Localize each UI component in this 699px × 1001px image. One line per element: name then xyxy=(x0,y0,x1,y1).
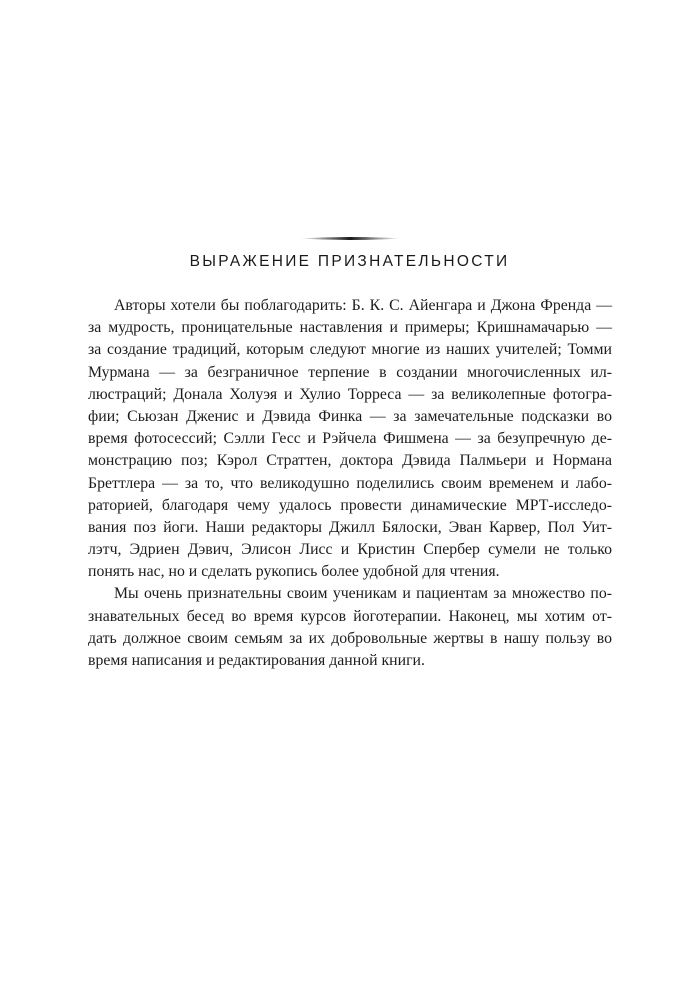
acknowledgements-body xyxy=(88,295,612,672)
text-line: время фотосессий; Сэлли Гесс и Рэйчела Фишмена — за безупречную де- xyxy=(88,430,612,448)
paragraph-2 xyxy=(88,583,612,672)
page-heading: ВЫРАЖЕНИЕ ПРИЗНАТЕЛЬНОСТИ xyxy=(189,253,510,270)
text-line: за мудрость, проницательные наставления и примеры; Кришнамачарью — xyxy=(88,319,612,337)
text-line: время написания и редактирования данной книги. xyxy=(88,652,425,669)
text-line: лэтч, Эдриен Дэвич, Элисон Лисс и Кристин Спербер сумели не только xyxy=(88,541,612,559)
text-line: знавательных бесед во время курсов йоготерапии. Наконец, мы хотим от- xyxy=(88,607,612,625)
text-line: вания поз йоги. Наши редакторы Джилл Бялоски, Эван Карвер, Пол Уит- xyxy=(88,518,612,536)
ornament-divider xyxy=(299,236,401,241)
text-line: Авторы хотели бы поблагодарить: Б. К. С. Айенгара и Джона Френда — xyxy=(114,297,612,314)
text-line: раторией, благодаря чему удалось провести динамические МРТ-исследо- xyxy=(88,496,612,514)
text-line: фии; Сьюзан Дженис и Дэвида Финка — за замечательные подсказки во xyxy=(88,407,612,425)
text-line: Мурмана — за безграничное терпение в создании многочисленных ил- xyxy=(88,363,612,381)
text-line: Бреттлера — за то, что великодушно поделились своим временем и лабо- xyxy=(88,474,612,492)
text-line: понять нас, но и сделать рукопись более удобной для чтения. xyxy=(88,563,500,581)
text-line: монстрацию поз; Кэрол Страттен, доктора Дэвида Палмьери и Нормана xyxy=(88,452,612,470)
text-line: дать должное своим семьям за их добровольные жертвы в нашу пользу во xyxy=(88,629,612,647)
paragraph-1 xyxy=(88,295,612,583)
text-line: за создание традиций, которым следуют многие из наших учителей; Томми xyxy=(88,341,612,359)
text-line: люстраций; Донала Холуэя и Хулио Торреса — за великолепные фотогра- xyxy=(88,385,612,403)
ornament-icon xyxy=(299,236,401,241)
text-line: Мы очень признательны своим ученикам и пациентам за множество по- xyxy=(114,585,612,603)
